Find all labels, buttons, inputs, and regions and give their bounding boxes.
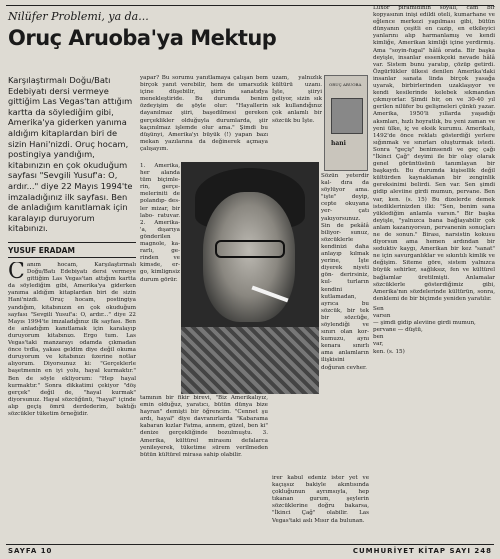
- body-column-2-top: yapar? Bu sorumu yanıtlamaya çalışan bem birçok yanıt verebilir, hem de umarsızlık içine düşebilir, şiirin sanatıdya menekleştiride. Bu durumda benim özdeyişim de şöyle olur: "Hayallerin dayanılmaz şiiri, başedilmesi gereken gerçeklikler olduğuyla durumlarda, şiir kaçınılmaz işlemde olur ama." Şimdi bu düşünyi, Amerika'yı büyük (!) yapan bazı mekan yazılarına da değinerek açmaya çalışayım.: [140, 75, 268, 152]
- poem-line: varsın: [373, 313, 391, 320]
- book-cover-image: [324, 75, 368, 171]
- author-rule-bottom: [8, 257, 136, 258]
- body-column-4: [373, 5, 495, 542]
- poem-line: ben: [373, 334, 384, 341]
- body-column-1-text: anım hocam, Karşılaştırmalı Doğu/Batı Edebiyatı dersi vermeye gittiğim Las Vegas'tan attığım kartta da söylediğim gibi, Amerika'ya giderken yanıma aldığım kitaplardan biri de sizin Hani'nizdi. Oruç hocam, postingiya yandığım, kitabınızın en çok okuduğum sayfası "Sevgili Yusuf'a: O, ardır..." diye 22 Mayıs 1994'te imzaladığınız ilk sayfası. Ben de anladığım kanıtlamak için karalayıp duruyorum kitabınızı. Ergo tum. Las Vegas'taki manzarayı odamda çıkmadan önce tvdla, yakası geldim diye değil okuma duruyorum ve kitabınızı üzerine notlar alıyorum. Diyorsunuz ki: "Gerçeklerle başetmenin en iyi yolu, hayal kurmaktır." Ben de söyle ekliyorum: "Hep hayal kurmaktır." Sonra dikkatimi çekiyor "döş gerçek" değil de, "hayal kurmak" diyorsunuz. Hayal sözcüğünü, "hayal" içinde alıp geçiş ömrü derdederim, baktığı sözcükler tüketim örneğidir.: [8, 262, 136, 417]
- kicker: Nilüfer Problemi, ya da...: [8, 10, 149, 23]
- photo-shirt: [181, 327, 319, 394]
- author-rule-top: [8, 242, 136, 243]
- photo-glasses: [215, 240, 285, 258]
- poem-line: ken. (s. 15): [373, 348, 405, 355]
- poem-line: var,: [373, 341, 384, 348]
- book-title: hani: [331, 140, 346, 147]
- body-column-1: [8, 262, 136, 542]
- poem-line: pervane — düştü,: [373, 327, 423, 334]
- body-column-3-bottom: irer kabul edeniz ister yet ve kaçışsız bakiyle akıntısında çokluğunun ayrımsıyla, hep tıkanan gurum, şeylerin sözcüklerine doğru bakarsa, "İkinci Çağ" olabilir. Las Vegas'taki aslı Mısır da bulunan.: [272, 475, 369, 524]
- body-column-4-text: Luxor piramidinin soyalı, cam bir kopyasının inişi edildi oteli, kumarhane ve eğlence merkezi yapılması gibi, bütün dünyanın çeşitli en cazip, en etkileyici yanlarını alıp harmanlamış ve kendi kimliğe, Amerikan kimliği içine yerdirmiş. Ama "soyin-fugal" hâlâ orada. Bir başka deyişle, insanlar essenkçeki nevade hâlâ var. Sistem bunu yaratıp, çözüp getirdi. Özgürlükler ülkesi denilen Amerika'daki insanlar sanata linda birçok yasağa uyarak, birbirlerinden uzaklaşıyor ve kendi kesilerinde kelebek sıkmandan çıkmıyorlar. Şimdi bir, on ve 30-40 yıl gerilen nilüfer bu gelişmeleri çünkü yazar. Amerika, 1950'li yıllarda yaşadığı aksmları, hızlı hoyratlık, bu yeni zaman ve yeni ülke, iç ve eksik kurumu. Amerikalı, 1492'de önce reklatı gösterdiği yerlere sığınmak ve sınırları oluşturmak istedi. Sonra "geçiş" benimsendi ve geç çağı "İkinci Çağ" deyimi ile bir olay olarak genel görüntüsünü tanımlayan bir başkaydı. Bu durumda kişisellik değil kültürden kaynaklanan bir zenginlik gereksinimi belirdi. Sen var. Sen şimdi gidip aleviine girdi mumun, pervane. Ben var, ken. (s. 15) Bu dizelerde demek istediklerinizden ilki: "Sen, benim sana yüklediğim anlamla varsın." Bir başka deyişle, "yalnızca bana bağlayabilir çok anlam kazanıyorsun, pervanenin sonuçları ne de sonun." Birası, narsistin kokusu diyorsun ama hemen ardından bir seduktiv kaygı, Amerikan bir kez "sanat" ne için savurganlıklar ve sıkıntılı kimlik ve değişim. Siteme göre, sistem yalnızca büyük sehirler, sağlıksız, fen ve kültürel bağlamlar üretilmişti. Anlamalar sözcüklerle gösterdiğimiz gibi, Amerika'nın sözdelerinde kültürün, sonra, denklemi de bir biçimde yeniden yaratılır.: [373, 5, 495, 302]
- body-column-2-bottom: tamının bir fikir birevi, "Biz Amerikalıyız, emin olduğuz, yaratıcı, bütün dünya bize hayran" demişti bir öğrencim. "Cennet şu ardı, hayal" diye davranırlarda "Kabarama kabaran kızlar Fatma, annem, güzel, ben ki" denize gerçekliğinde bozulmuştu. 3. Amerika, kültürel mirasını defalarca yenileyerek, tüketime sürem verilmeden bütün kültürel mirasa sahip olabilir.: [140, 395, 268, 458]
- page-number: SAYFA 10: [8, 547, 53, 555]
- poem-line: — şimdi gidip aleviine girdi mumun,: [373, 320, 476, 327]
- author-photo: [181, 162, 319, 394]
- book-author: ORUÇ ARUOBA: [329, 82, 362, 87]
- body-column-2-left: 1. Amerika, her alanda tüm biçimle- rin, gerçe- meleriniti de polandıp- des- ler mizar, bir labo- ratuvar. 2. Amerika- 'a, dışarıya gönderilen magnole, ka- rarlı, ge- rinden ve kimsde, er- go, kimlignsiz durum görür.: [140, 163, 180, 283]
- drop-cap: C: [8, 262, 25, 284]
- body-column-3-top: uzam, yalnızlık kültürü uzanı. İşte, şiiryi geliyor, sizin sık sık kullandığınız çok anlamlı bir sözcük bu İşte.: [272, 75, 322, 124]
- publication-issue: CUMHURİYET KİTAP SAYI 248: [352, 547, 492, 555]
- poem-block: [373, 306, 495, 356]
- footer-rule: [6, 544, 494, 545]
- poem-line: Sen: [373, 305, 384, 312]
- article-title: Oruç Aruoba'ya Mektup: [8, 26, 277, 50]
- lead-paragraph: Karşılaştırmalı Doğu/Batı Edebiyatı dersi vermeye gittiğim Las Vegas'tan attığım kartta da söylediğim gibi, Amerika'ya giderken yanıma aldığım kitaplardan biri de sizin Hani'nizdi. Oruç hocam, postingiya yandığım, kitabınızın en çok okuduğum sayfası "Sevgili Yusuf'a: O, ardır..." diye 22 Mayıs 1994'te imzaladığınız ilk sayfası. Ben de anladığım kanıtlamak için karalayıp duruyorum kitabınızı.: [8, 75, 133, 234]
- book-cover-art: [331, 98, 363, 134]
- author-name: YUSUF ERADAM: [8, 246, 75, 255]
- body-column-3-middle: Sözün yeterdir kal- dıra da söylüyor ama. "işte" deyip, cepte okuyana yer- çatı yakıyorsunuz. Sin de pekâlâ biliyor- sunuz, sözcüklerle kendinizi daha anlayıp kılmak yerine, İşte diyerek niyeti gön- derirsiniz, kul- turların kendini kutlamadan, ayrıca bu sözcük, bir tek bir sözcüğe, söylendiği ve sınırı olan kor- kumuzu, aynı kenara sınırlı ama anlamların ilişkisini doğuran cevher.: [321, 173, 369, 371]
